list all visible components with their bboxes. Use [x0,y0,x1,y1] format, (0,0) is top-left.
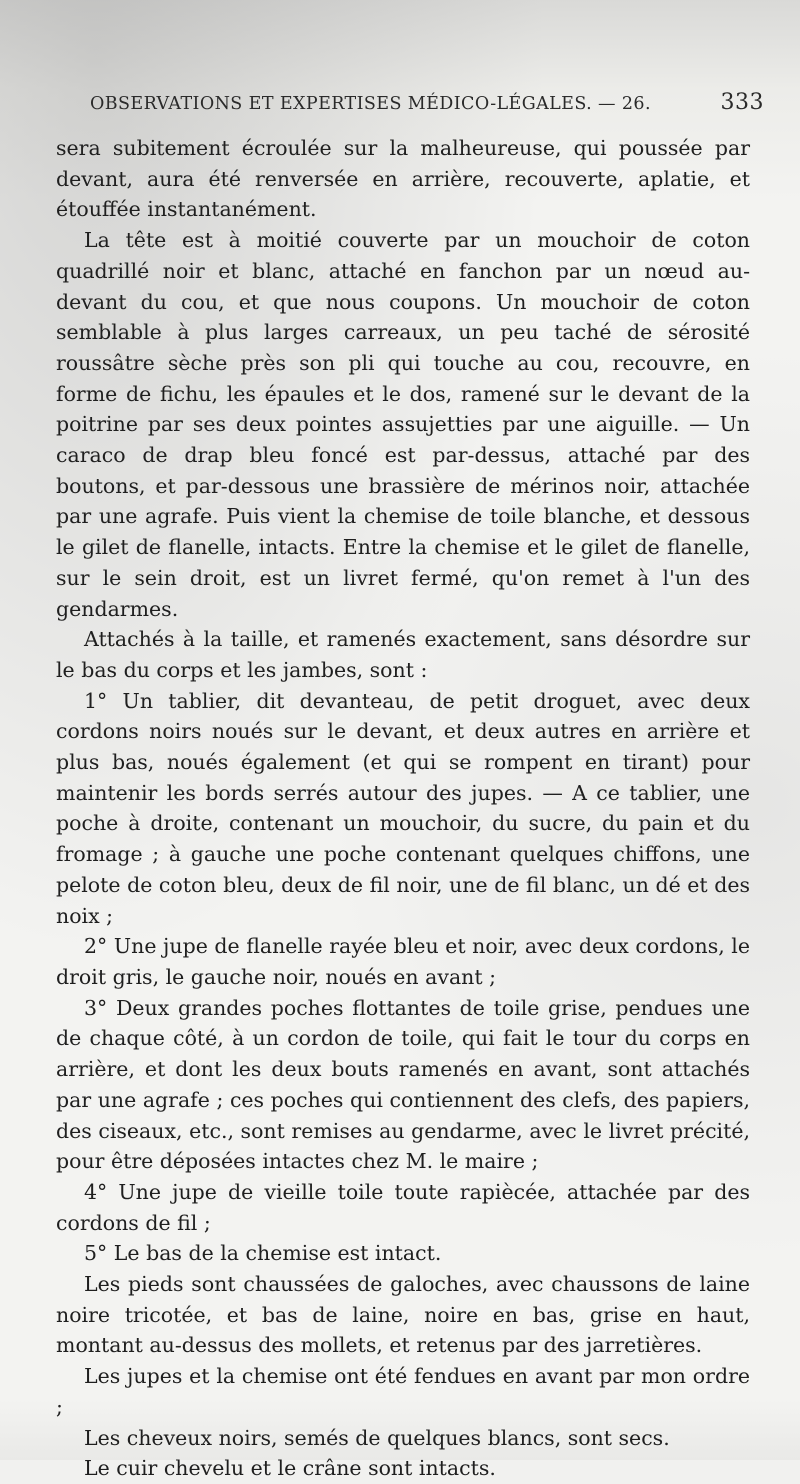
paragraph: Attachés à la taille, et ramenés exactement, sans désordre sur le bas du corps et les jambes, sont : [56,627,750,682]
page-number: 333 [720,90,764,115]
paragraph: La tête est à moitié couverte par un mouchoir de coton quadrillé noir et blanc, attaché en fanchon par un nœud au-devant du cou, et que nous coupons. Un mouchoir de coton semblable à plus larges carreaux, un peu taché de sérosité roussâtre sèche près son pli qui touche au cou, recouvre, en forme de fichu, les épaules et le dos, ramené sur le devant de la poitrine par ses deux pointes assujetties par une aiguille. — Un caraco de drap bleu foncé est par-dessus, attaché par des boutons, et par-dessous une brassière de mérinos noir, attachée par une agrafe. Puis vient la chemise de toile blanche, et dessous le gilet de flanelle, intacts. Entre la chemise et le gilet de flanelle, sur le sein droit, est un livret fermé, qu'on remet à l'un des gendarmes. [56,228,750,621]
paragraph: Les cheveux noirs, semés de quelques blancs, sont secs. [84,1425,670,1450]
paragraph: Les pieds sont chaussées de galoches, avec chaussons de laine noire tricotée, et bas de laine, noire en bas, grise en haut, montant au-dessus des mollets, et retenus par des jarretières. [56,1272,750,1358]
list-item: 3° Deux grandes poches flottantes de toile grise, pendues une de chaque côté, à un cordon de toile, qui fait le tour du corps en arrière, et dont les deux bouts ramenés en avant, sont attachés par une agrafe ; ces poches qui contiennent des clefs, des papiers, des ciseaux, etc., sont remises au gendarme, avec le livret précité, pour être déposées intactes chez M. le maire ; [56,995,750,1174]
paragraph: Le cuir chevelu et le crâne sont intacts. [84,1456,496,1481]
list-item: 1° Un tablier, dit devanteau, de petit droguet, avec deux cordons noirs noués sur le devant, et deux autres en arrière et plus bas, noués également (et qui se rompent en tirant) pour maintenir les bords serrés autour des jupes. — A ce tablier, une poche à droite, contenant un mouchoir, du sucre, du pain et du fromage ; à gauche une poche contenant quelques chiffons, une pelote de coton bleu, deux de fil noir, une de fil blanc, un dé et des noix ; [56,688,750,928]
list-item: 4° Une jupe de vieille toile toute rapiècée, attachée par des cordons de fil ; [56,1179,750,1235]
running-head: OBSERVATIONS ET EXPERTISES MÉDICO-LÉGALES. — 26. [90,94,651,114]
list-item: 2° Une jupe de flanelle rayée bleu et noir, avec deux cordons, le droit gris, le gauche noir, noués en avant ; [56,934,750,989]
body-text [56,133,750,1484]
paragraph: Les jupes et la chemise ont été fendues en avant par mon ordre ; [56,1364,750,1419]
page-header [90,90,764,120]
list-item: 5° Le bas de la chemise est intact. [84,1241,442,1266]
paragraph: sera subitement écroulée sur la malheureuse, qui poussée par devant, aura été renversée en arrière, recouverte, aplatie, et étouffée instantanément. [56,136,750,222]
